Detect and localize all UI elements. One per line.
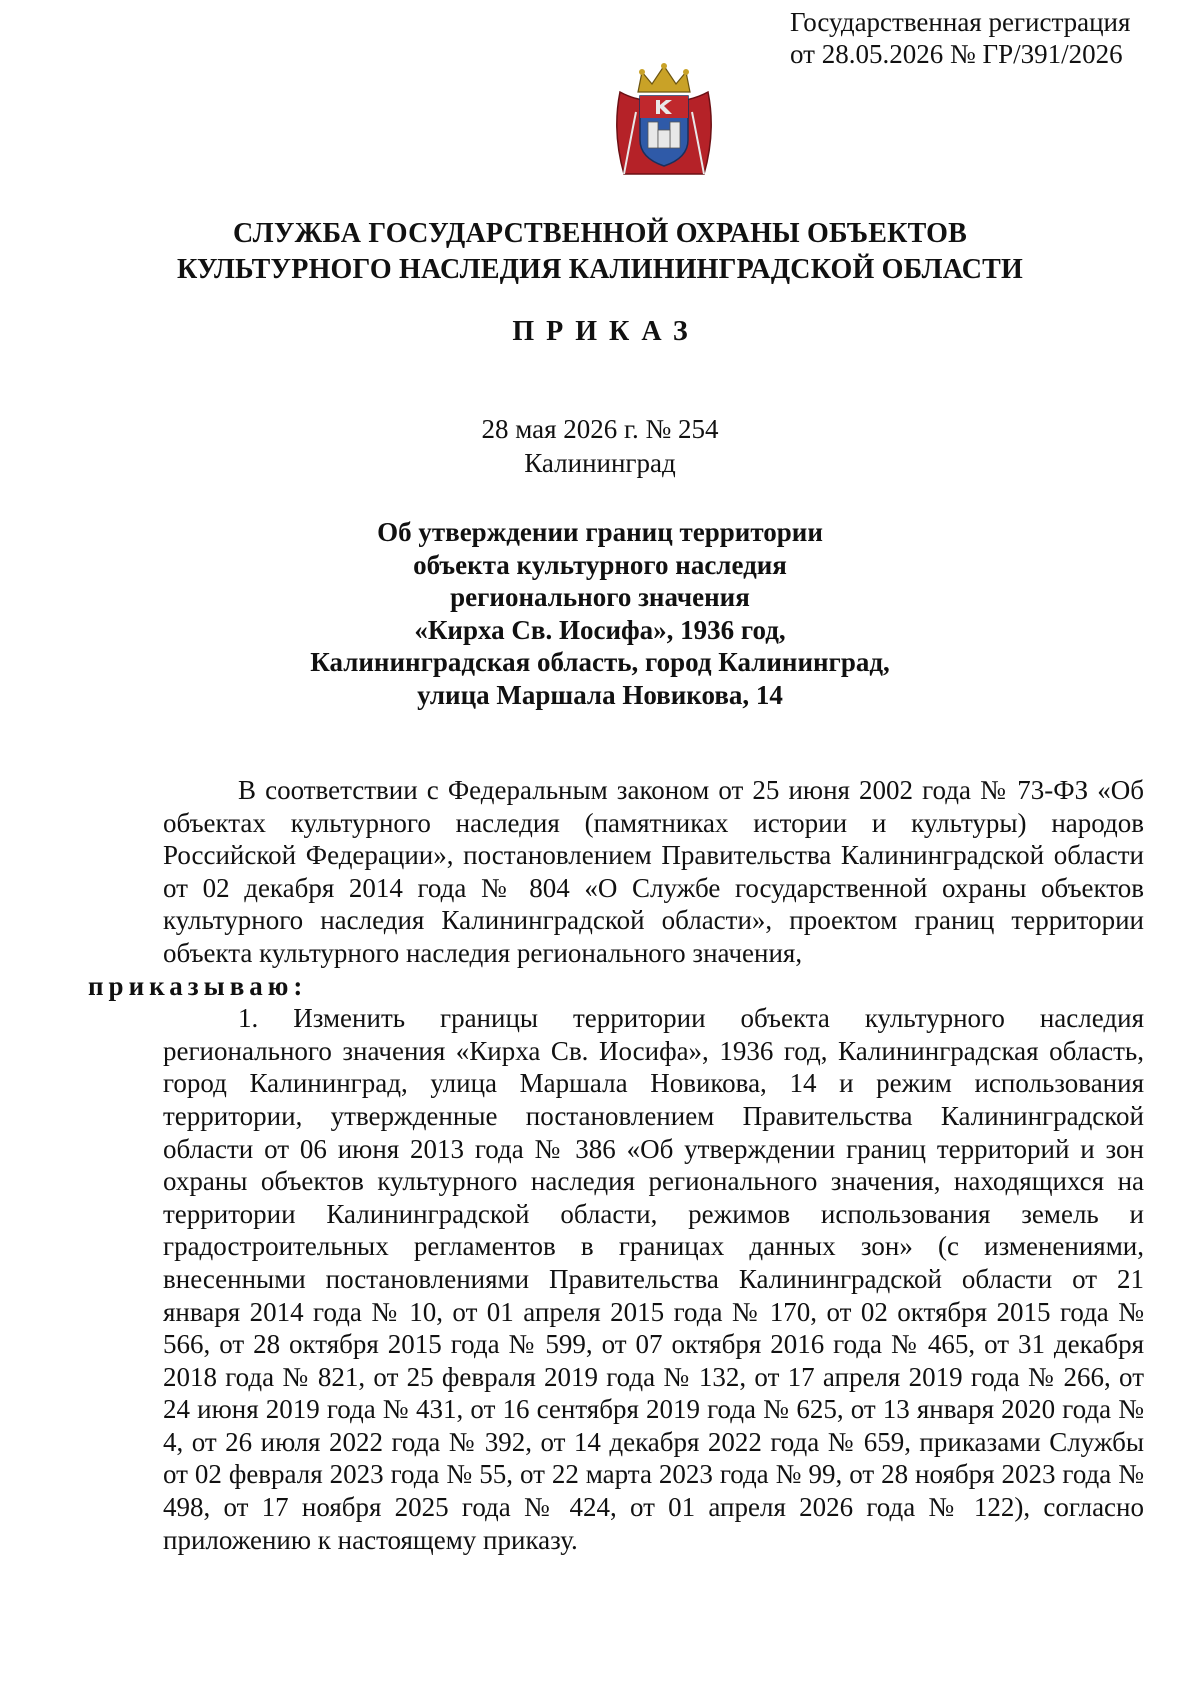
order-body [88, 774, 1144, 1556]
registration-line-1: Государственная регистрация [790, 7, 1131, 37]
subject-line: Калининградская область, город Калининград, [310, 647, 890, 677]
subject-line: улица Маршала Новикова, 14 [417, 679, 783, 710]
order-subject [0, 516, 1200, 711]
preamble-text: В соответствии с Федеральным законом от 25 июня 2002 года № 73-ФЗ «Об объектах культурного наследия (памятниках истории и культуры) народов Российской Федерации», постановлением Правительства Калининградской области от 02 декабря 2014 года № 804 «О Службе государственной охраны объектов культурного наследия Калининградской области», проектом границ территории объекта культурного наследия регионального значения, [163, 775, 1144, 968]
registration-line-2: от 28.05.2026 № ГР/391/2026 [790, 39, 1123, 69]
agency-name-line-2: КУЛЬТУРНОГО НАСЛЕДИЯ КАЛИНИНГРАДСКОЙ ОБЛАСТИ [176, 254, 1024, 285]
order-city: Калининград [524, 448, 676, 478]
subject-line: «Кирха Св. Иосифа», 1936 год, [414, 614, 786, 645]
registration-stamp [790, 6, 1190, 70]
agency-name-line-1: СЛУЖБА ГОСУДАРСТВЕННОЙ ОХРАНЫ ОБЪЕКТОВ [233, 218, 967, 249]
agency-name [0, 216, 1200, 288]
coat-of-arms-icon [610, 62, 718, 182]
order-date-number: 28 мая 2026 г. № 254 [481, 414, 719, 444]
subject-line: Об утверждении границ территории [377, 517, 823, 547]
orders-word: приказываю: [88, 970, 308, 1001]
date-and-number-block [0, 412, 1200, 480]
item-1-paragraph: 1. Изменить границы территории объекта культурного наследия регионального значения «Кирха Св. Иосифа», 1936 год, Калининградская область, город Калининград, улица Маршала Новикова, 14 и режим использования территории, утвержденные постановлением Правительства Калининградской области от 06 июня 2013 года № 386 «Об утверждении границ территорий и зон охраны объектов культурного наследия регионального значения, находящихся на территории Калининградской области, режимов использования земель и градостроительных регламентов в границах данных зон» (с изменениями, внесенными постановлениями Правительства Калининградской области от 21 января 2014 года № 10, от 01 апреля 2015 года № 170, от 02 октября 2015 года № 566, от 28 октября 2015 года № 599, от 07 октября 2016 года № 465, от 31 декабря 2018 года № 821, от 25 февраля 2019 года № 132, от 17 апреля 2019 года № 266, от 24 июня 2019 года № 431, от 16 сентября 2019 года № 625, от 13 января 2020 года № 4, от 26 июля 2022 года № 392, от 14 декабря 2022 года № 659, приказами Службы от 02 февраля 2023 года № 55, от 22 марта 2023 года № 99, от 28 ноября 2023 года № 498, от 17 ноября 2025 года № 424, от 01 апреля 2026 года № 122), согласно приложению к настоящему приказу. [163, 1003, 1144, 1555]
subject-line: регионального значения [450, 582, 750, 612]
subject-line: объекта культурного наследия [413, 549, 787, 580]
document-type-title: ПРИКАЗ [512, 316, 700, 347]
preamble-paragraph [88, 774, 1144, 1002]
